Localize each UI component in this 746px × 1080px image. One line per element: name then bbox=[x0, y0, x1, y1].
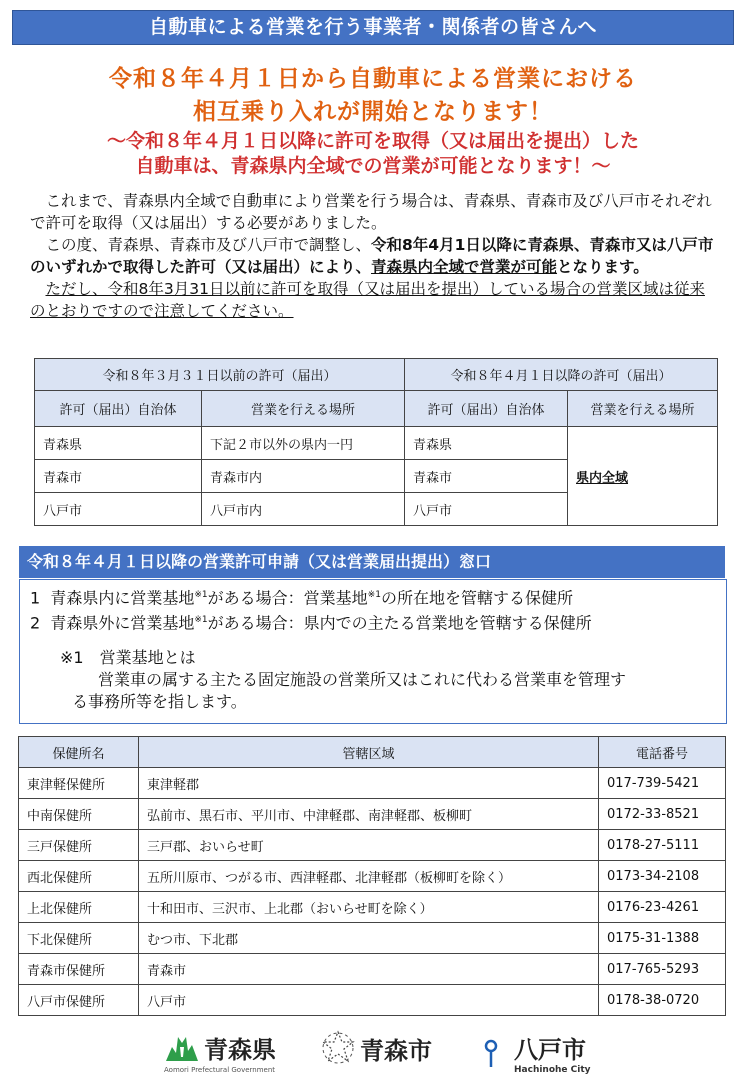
table-row bbox=[35, 427, 718, 460]
item-number: 1 bbox=[30, 588, 41, 608]
logo-text: 八戸市 bbox=[514, 1036, 586, 1064]
cell: 八戸市 bbox=[35, 493, 202, 526]
group-header-after: 令和８年４月１日以降の許可（届出） bbox=[405, 359, 718, 391]
intro-paragraph-3: ただし、令和8年3月31日以前に許可を取得（又は届出を提出）している場合の営業区域は従来のとおりですので注意してください。 bbox=[30, 280, 705, 320]
office-area: 三戸郡、おいらせ町 bbox=[139, 830, 599, 861]
sub-header: 営業を行える場所 bbox=[202, 391, 405, 427]
cell: 青森市内 bbox=[202, 460, 405, 493]
footnote-body-2: る事務所等を指します。 bbox=[72, 691, 247, 711]
logo-aomori-city bbox=[320, 1030, 432, 1066]
cell: 八戸市 bbox=[405, 493, 568, 526]
sub-header: 営業を行える場所 bbox=[568, 391, 718, 427]
footnote-ref: ※1 bbox=[194, 615, 208, 626]
item-text: の所在地を管轄する保健所 bbox=[380, 588, 573, 608]
office-name: 三戸保健所 bbox=[19, 830, 139, 861]
hachinohe-city-emblem-icon bbox=[472, 1033, 510, 1073]
office-area: 東津軽郡 bbox=[139, 768, 599, 799]
intro-p2-bold-end: となります。 bbox=[557, 258, 649, 276]
column-header: 管轄区域 bbox=[139, 737, 599, 768]
footnote-body-1: 営業車の属する主たる固定施設の営業所又はこれに代わる営業車を管理す bbox=[98, 669, 627, 689]
office-area: 青森市 bbox=[139, 954, 599, 985]
cell: 青森市 bbox=[35, 460, 202, 493]
logo-subtext: Aomori Prefectural Government bbox=[164, 1066, 276, 1074]
office-area: 弘前市、黒石市、平川市、中津軽郡、南津軽郡、板柳町 bbox=[139, 799, 599, 830]
office-phone: 0172-33-8521 bbox=[599, 799, 726, 830]
intro-paragraph-1: これまで、青森県内全域で自動車により営業を行う場合は、青森県、青森市及び八戸市それぞれで許可を取得（又は届出）する必要がありました。 bbox=[30, 192, 712, 232]
office-phone: 017-739-5421 bbox=[599, 768, 726, 799]
table-row bbox=[19, 861, 726, 892]
headline-line1: 令和８年４月１日から自動車による営業における bbox=[109, 66, 637, 92]
health-office-table bbox=[18, 736, 726, 1016]
logo-aomori-prefecture bbox=[164, 1030, 276, 1074]
office-name: 東津軽保健所 bbox=[19, 768, 139, 799]
intro-p2-bold: 令和8年4月1日以降に青森県、青森市又は八戸市のいずれかで取得した許可（又は届出）により、 bbox=[30, 236, 714, 276]
cell: 青森県 bbox=[35, 427, 202, 460]
cell: 下記２市以外の県内一円 bbox=[202, 427, 405, 460]
table-row bbox=[19, 923, 726, 954]
subheadline-line2: 自動車は、青森県内全域での営業が可能となります！～ bbox=[135, 155, 611, 177]
sub-header: 許可（届出）自治体 bbox=[405, 391, 568, 427]
aomori-prefecture-emblem-icon bbox=[164, 1033, 200, 1063]
item-text: がある場合：県内での主たる営業地を管轄する保健所 bbox=[207, 613, 592, 633]
cell: 青森市 bbox=[405, 460, 568, 493]
table-row bbox=[19, 799, 726, 830]
window-item-2 bbox=[30, 609, 716, 634]
section-header: 令和８年４月１日以降の営業許可申請（又は営業届出提出）窓口 bbox=[19, 546, 725, 578]
office-area: 八戸市 bbox=[139, 985, 599, 1016]
subheadline-line1: ～令和８年４月１日以降に許可を取得（又は届出を提出）した bbox=[106, 130, 639, 152]
footnote-ref: ※1 bbox=[194, 590, 208, 600]
footnote-ref: ※1 bbox=[367, 590, 381, 600]
cell: 青森県 bbox=[405, 427, 568, 460]
table-row bbox=[19, 830, 726, 861]
logo-text-group bbox=[514, 1030, 591, 1075]
office-phone: 0175-31-1388 bbox=[599, 923, 726, 954]
merged-area-cell: 県内全域 bbox=[568, 427, 718, 526]
logo-subtext: Hachinohe City bbox=[514, 1065, 591, 1075]
audience-banner: 自動車による営業を行う事業者・関係者の皆さんへ bbox=[12, 10, 734, 45]
aomori-city-emblem-icon bbox=[320, 1030, 356, 1066]
office-name: 八戸市保健所 bbox=[19, 985, 139, 1016]
office-name: 下北保健所 bbox=[19, 923, 139, 954]
section-box bbox=[19, 579, 727, 724]
cell: 八戸市内 bbox=[202, 493, 405, 526]
footnote-title: ※1 営業基地とは bbox=[60, 647, 196, 667]
sub-header: 許可（届出）自治体 bbox=[35, 391, 202, 427]
intro-p2-bold-underline: 青森県内全域で営業が可能 bbox=[371, 258, 558, 276]
comparison-table bbox=[34, 358, 718, 526]
logo-text: 青森県 bbox=[204, 1036, 276, 1064]
logo-text: 青森市 bbox=[360, 1036, 432, 1065]
column-header: 保健所名 bbox=[19, 737, 139, 768]
item-text: 青森県内に営業基地 bbox=[50, 588, 195, 608]
office-name: 中南保健所 bbox=[19, 799, 139, 830]
office-name: 青森市保健所 bbox=[19, 954, 139, 985]
intro-paragraph-2 bbox=[30, 234, 720, 278]
table-row bbox=[19, 768, 726, 799]
office-area: 五所川原市、つがる市、西津軽郡、北津軽郡（板柳町を除く） bbox=[139, 861, 599, 892]
office-phone: 0178-38-0720 bbox=[599, 985, 726, 1016]
table-row bbox=[19, 954, 726, 985]
group-header-before: 令和８年３月３１日以前の許可（届出） bbox=[35, 359, 405, 391]
column-header: 電話番号 bbox=[599, 737, 726, 768]
table-row bbox=[19, 985, 726, 1016]
office-phone: 017-765-5293 bbox=[599, 954, 726, 985]
item-number: 2 bbox=[30, 613, 41, 633]
headline-line2: 相互乗り入れが開始となります！ bbox=[193, 99, 553, 125]
intro-p2-text: この度、青森県、青森市及び八戸市で調整し、 bbox=[45, 236, 372, 254]
office-area: むつ市、下北郡 bbox=[139, 923, 599, 954]
office-phone: 0173-34-2108 bbox=[599, 861, 726, 892]
window-item-1 bbox=[30, 584, 716, 609]
item-text: 青森県外に営業基地 bbox=[50, 613, 195, 633]
office-name: 西北保健所 bbox=[19, 861, 139, 892]
table-row bbox=[19, 892, 726, 923]
office-phone: 0176-23-4261 bbox=[599, 892, 726, 923]
logo-hachinohe-city bbox=[472, 1030, 591, 1075]
office-phone: 0178-27-5111 bbox=[599, 830, 726, 861]
logo-footer bbox=[160, 1030, 600, 1078]
item-text: がある場合：営業基地 bbox=[207, 588, 368, 608]
intro-text bbox=[30, 190, 720, 322]
office-area: 十和田市、三沢市、上北郡（おいらせ町を除く） bbox=[139, 892, 599, 923]
office-name: 上北保健所 bbox=[19, 892, 139, 923]
